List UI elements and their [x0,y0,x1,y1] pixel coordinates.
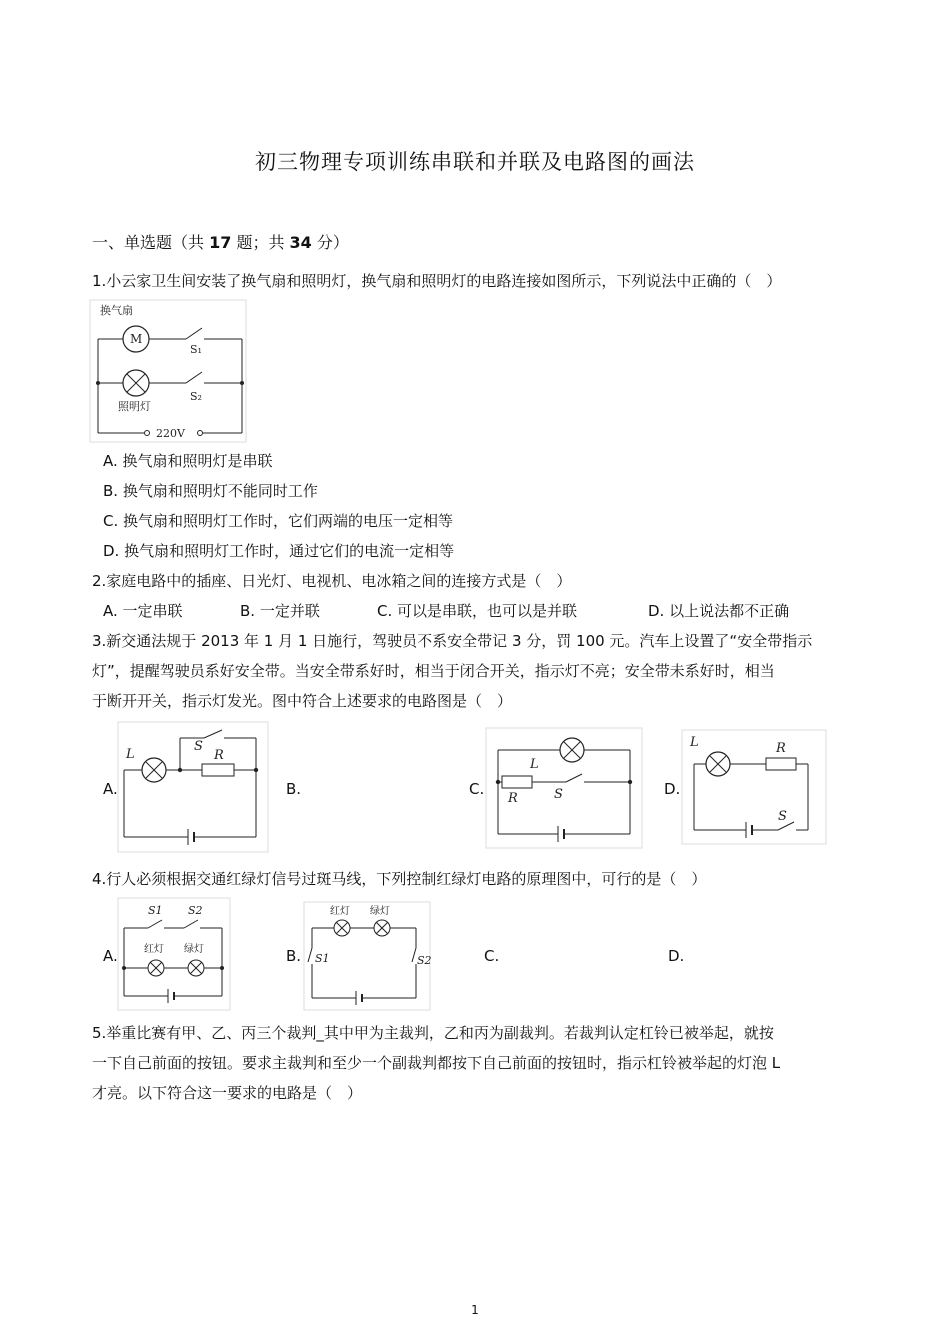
q4-option-c[interactable]: C. [484,947,500,965]
svg-text:S: S [554,787,563,802]
q1-lamp-label: 照明灯 [118,400,151,413]
q1-option-b[interactable]: B. 换气扇和照明灯不能同时工作 [103,482,318,500]
q1-fan-label: 换气扇 [100,304,133,317]
svg-text:红灯: 红灯 [330,906,350,917]
svg-text:S1: S1 [148,904,163,917]
svg-text:R: R [508,791,518,806]
q1-voltage-label: 220V [156,427,185,440]
question-5-line-1: 5.举重比赛有甲、乙、丙三个裁判_其中甲为主裁判，乙和丙为副裁判。若裁判认定杠铃已被举起，就按 [92,1024,774,1042]
q4-option-a[interactable]: A. [103,947,118,965]
q1-option-c[interactable]: C. 换气扇和照明灯工作时，它们两端的电压一定相等 [103,512,454,530]
svg-text:L: L [126,747,135,762]
svg-text:R: R [214,748,224,763]
question-1-text: 1.小云家卫生间安装了换气扇和照明灯，换气扇和照明灯的电路连接如图所示，下列说法中正确的（ ） [92,272,782,290]
q2-option-d[interactable]: D. 以上说法都不正确 [648,602,790,620]
question-5-line-3: 才亮。以下符合这一要求的电路是（ ） [92,1084,363,1102]
page-number: 1 [471,1303,479,1317]
q4-option-d[interactable]: D. [668,947,685,965]
svg-text:红灯: 红灯 [144,944,164,955]
q3-option-d[interactable]: D. [664,780,681,798]
q2-option-c[interactable]: C. 可以是串联，也可以是并联 [377,602,578,620]
svg-text:S2: S2 [188,904,203,917]
q3-option-a[interactable]: A. [103,780,118,798]
q4-circuit-a [118,898,230,1010]
q1-s2-label: S₂ [190,390,202,403]
q2-option-b[interactable]: B. 一定并联 [240,602,320,620]
q3-circuit-d [682,730,826,844]
svg-text:S: S [778,809,787,824]
question-3-line-2: 灯”，提醒驾驶员系好安全带。当安全带系好时，相当于闭合开关，指示灯不亮；安全带未系好时，相当 [92,662,775,680]
svg-text:S2: S2 [417,954,432,967]
svg-text:绿灯: 绿灯 [370,906,390,917]
question-3-line-3: 于断开开关，指示灯发光。图中符合上述要求的电路图是（ ） [92,692,513,710]
page-title: 初三物理专项训练串联和并联及电路图的画法 [255,150,695,174]
q3-option-b[interactable]: B. [286,780,302,798]
question-5-line-2: 一下自己前面的按钮。要求主裁判和至少一个副裁判都按下自己前面的按钮时，指示杠铃被举起的灯泡 L [92,1054,781,1072]
q4-option-b[interactable]: B. [286,947,302,965]
q3-option-c[interactable]: C. [469,780,485,798]
q4-circuit-b [304,902,430,1010]
q1-s1-label: S₁ [190,343,202,356]
q1-option-a[interactable]: A. 换气扇和照明灯是串联 [103,452,273,470]
section-heading: 一、单选题（共 17 题；共 34 分） [92,233,349,252]
q1-option-d[interactable]: D. 换气扇和照明灯工作时，通过它们的电流一定相等 [103,542,455,560]
svg-text:R: R [776,741,786,756]
question-4-text: 4.行人必须根据交通红绿灯信号过斑马线，下列控制红绿灯电路的原理图中，可行的是（ ） [92,870,707,888]
question-2-text: 2.家庭电路中的插座、日光灯、电视机、电冰箱之间的连接方式是（ ） [92,572,572,590]
q3-circuit-a [118,722,268,852]
q2-option-a[interactable]: A. 一定串联 [103,602,183,620]
q3-circuit-c [486,728,642,848]
svg-text:S: S [194,739,203,754]
svg-text:S1: S1 [315,952,330,965]
svg-text:绿灯: 绿灯 [184,944,204,955]
q1-motor-label: M [130,332,143,346]
svg-text:L: L [530,757,539,772]
q1-circuit-figure [90,300,246,442]
question-3-line-1: 3.新交通法规于 2013 年 1 月 1 日施行，驾驶员不系安全带记 3 分，罚 100 元。汽车上设置了“安全带指示 [92,632,813,650]
svg-text:L: L [690,735,699,750]
